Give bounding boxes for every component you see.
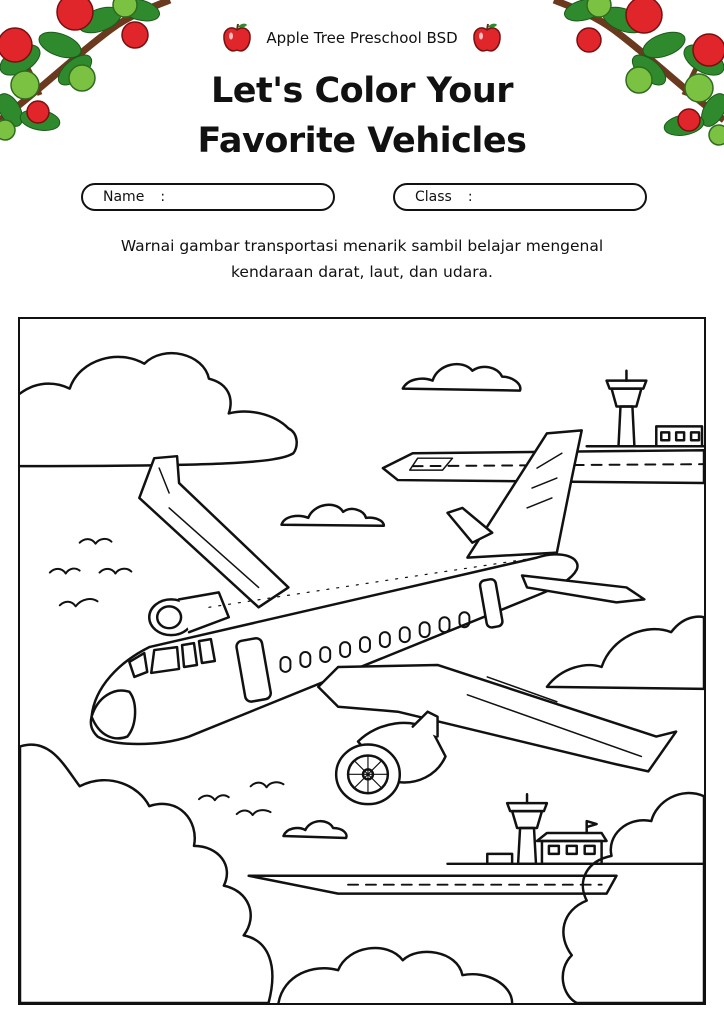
cloud-right: [547, 617, 704, 689]
name-colon: :: [160, 189, 166, 205]
apple-icon: [472, 22, 502, 54]
title-line-2: Favorite Vehicles: [197, 121, 527, 161]
school-header: [0, 22, 724, 54]
apple-icon: [222, 22, 252, 54]
class-field[interactable]: [393, 183, 647, 211]
tail-fin: [467, 430, 581, 557]
instructions-line-1: Warnai gambar transportasi menarik sambil belajar mengenal: [120, 237, 604, 255]
instructions: [60, 233, 664, 285]
instructions-line-2: kendaraan darat, laut, dan udara.: [231, 263, 493, 281]
airplane-illustration: [20, 319, 704, 1003]
class-colon: :: [467, 189, 473, 205]
page-title: [0, 66, 724, 166]
name-field[interactable]: [81, 183, 335, 211]
name-label: Name: [103, 189, 145, 205]
stabilizer-right: [522, 576, 644, 603]
title-line-1: Let's Color Your: [210, 71, 514, 111]
wing-left: [139, 456, 288, 607]
school-name: Apple Tree Preschool BSD: [266, 29, 458, 47]
engine-front: [336, 712, 445, 804]
bottom-airport: [249, 794, 704, 893]
control-tower-top: [587, 371, 704, 447]
cloud-top-left: [20, 353, 297, 466]
cloud-small-bottom: [283, 821, 346, 838]
cloud-bottom-left: [20, 745, 272, 1003]
airplane: [91, 430, 676, 804]
class-label: Class: [415, 189, 452, 205]
cloud-bottom-right: [563, 793, 704, 1003]
cloud-mid: [281, 505, 383, 526]
coloring-frame: [18, 317, 706, 1005]
cloud-bottom-mid: [278, 948, 512, 1003]
cloud-top-center: [403, 364, 521, 390]
